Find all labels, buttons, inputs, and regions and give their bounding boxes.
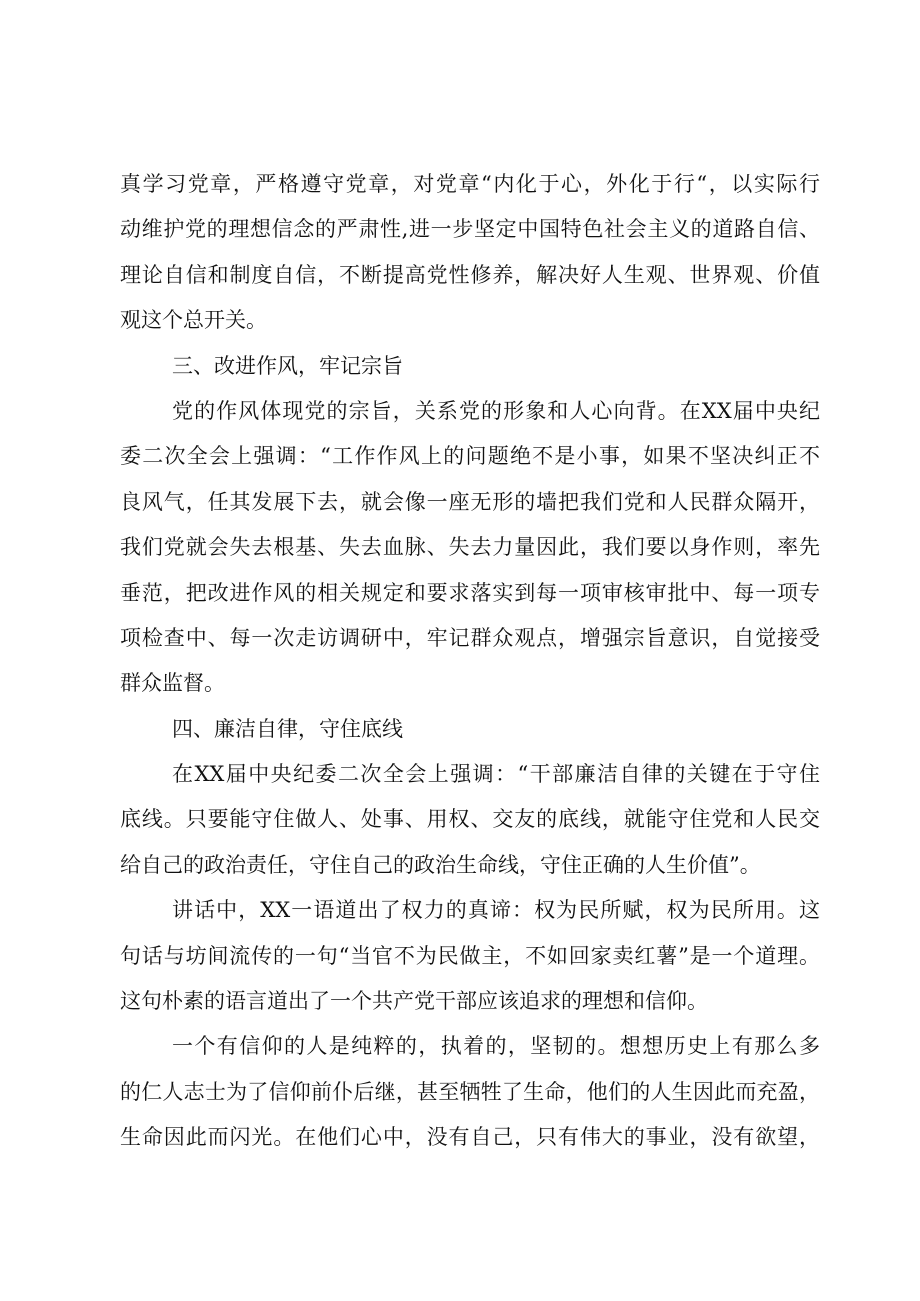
text-line: 我们党就会失去根基、失去血脉、失去力量因此，我们要以身作则，率先 [120, 535, 820, 560]
text-line: 垂范，把改进作风的相关规定和要求落实到每一项审核审批中、每一项专 [120, 580, 820, 605]
paragraph-belief [120, 1024, 820, 1160]
text-line: 党的作风体现党的宗旨，关系党的形象和人心向背。在XX届中央纪 [172, 398, 820, 423]
paragraph-party-constitution [120, 162, 820, 344]
text-line: 的仁人志士为了信仰前仆后继，甚至牺牲了生命，他们的人生因此而充盈， [120, 1079, 820, 1104]
text-line: 生命因此而闪光。在他们心中，没有自己，只有伟大的事业，没有欲望， [120, 1125, 820, 1150]
heading-text: 四、廉洁自律，守住底线 [172, 716, 403, 741]
text-line: 理论自信和制度自信，不断提高党性修养，解决好人生观、世界观、价值 [120, 262, 820, 287]
text-line: 良风气，任其发展下去，就会像一座无形的墙把我们党和人民群众隔开， [120, 489, 820, 514]
text-line: 给自己的政治责任，守住自己的政治生命线，守住正确的人生价值”。 [120, 852, 761, 877]
text-line: 讲话中，XX一语道出了权力的真谛：权为民所赋，权为民所用。这 [172, 898, 820, 923]
text-line: 观这个总开关。 [120, 308, 267, 333]
text-line: 底线。只要能守住做人、处事、用权、交友的底线，就能守住党和人民交 [120, 807, 820, 832]
text-line: 项检查中、每一次走访调研中，牢记群众观点，增强宗旨意识，自觉接受 [120, 625, 820, 650]
heading-text: 三、改进作风，牢记宗旨 [172, 353, 403, 378]
text-line: 一个有信仰的人是纯粹的，执着的，坚韧的。想想历史上有那么多 [172, 1034, 820, 1059]
paragraph-self-discipline [120, 752, 820, 888]
text-line: 这句朴素的语言道出了一个共产党干部应该追求的理想和信仰。 [120, 989, 708, 1014]
paragraph-power [120, 888, 820, 1024]
text-line: 委二次全会上强调：“工作作风上的问题绝不是小事，如果不坚决纠正不 [120, 444, 820, 469]
text-line: 句话与坊间流传的一句“当官不为民做主，不如回家卖红薯”是一个道理。 [120, 943, 820, 968]
document-body [120, 162, 820, 1161]
section-heading-3 [120, 344, 820, 389]
text-line: 在XX届中央纪委二次全会上强调：“干部廉洁自律的关键在于守住 [172, 762, 820, 787]
paragraph-work-style [120, 389, 820, 707]
text-line: 群众监督。 [120, 671, 225, 696]
text-line: 真学习党章，严格遵守党章，对党章“内化于心，外化于行“，以实际行 [120, 172, 820, 196]
text-line: 动维护党的理想信念的严肃性,进一步坚定中国特色社会主义的道路自信、 [120, 217, 820, 242]
section-heading-4 [120, 707, 820, 752]
